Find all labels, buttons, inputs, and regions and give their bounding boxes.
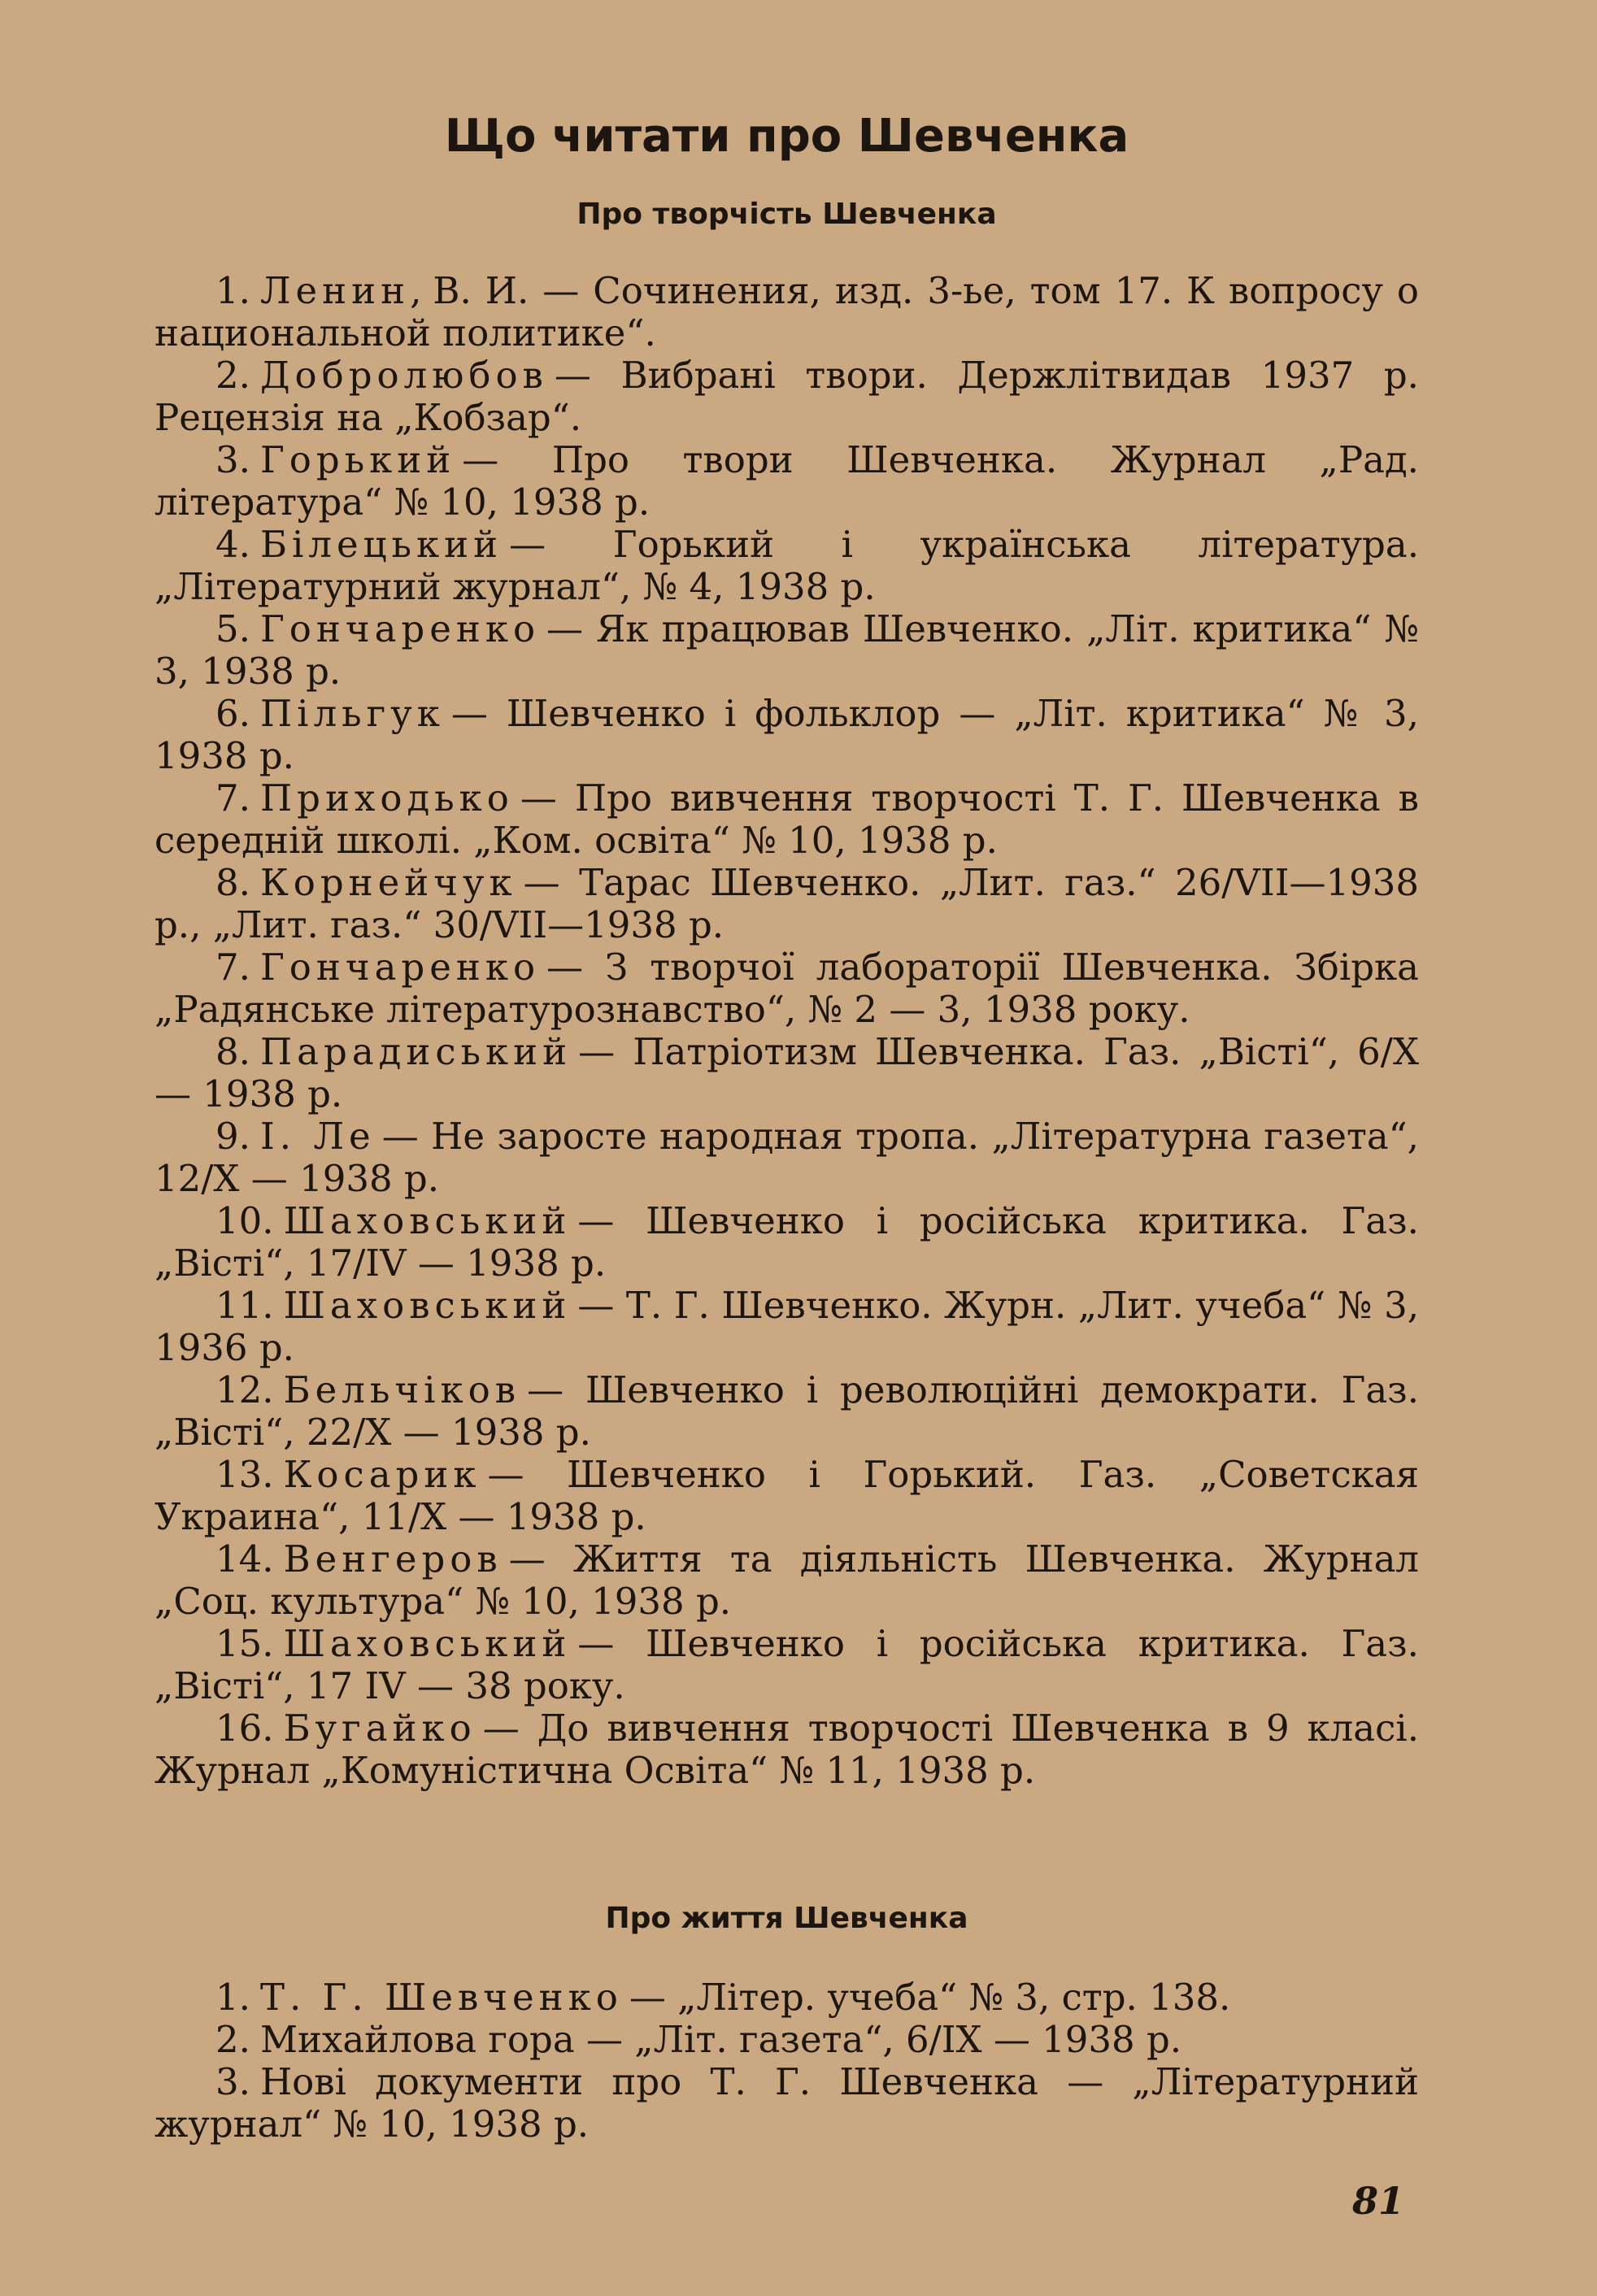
item-author: Гончаренко — [259, 946, 541, 989]
list-item — [154, 1200, 1419, 1285]
item-text: — Патріотизм Шевченка. Газ. „Вісті“, 6/X — 1938 р. — [154, 1030, 1419, 1115]
item-text: — Про вивчення творчості Т. Г. Шевченка в середній школі. „Ком. освіта“ № 10, 1938 р. — [154, 776, 1419, 862]
item-text: — Як працював Шевченко. „Літ. критика“ № 3, 1938 р. — [154, 607, 1419, 693]
section-heading-creative: Про творчість Шевченка — [577, 198, 997, 231]
list-item — [154, 1115, 1419, 1200]
item-number: 1. — [215, 1976, 250, 2019]
item-text: — Життя та діяльність Шевченка. Журнал „Соц. культура“ № 10, 1938 р. — [154, 1537, 1419, 1623]
item-number: 7. — [215, 946, 250, 989]
list-item — [154, 1538, 1419, 1623]
item-number: 9. — [215, 1115, 250, 1158]
item-author: Білецький — [259, 523, 503, 566]
creative-works-list — [154, 270, 1419, 1792]
item-author: Приходько — [259, 776, 514, 820]
page-number: 81 — [1351, 2179, 1404, 2223]
list-item — [154, 1707, 1419, 1792]
item-number: 4. — [215, 523, 250, 566]
list-item — [154, 946, 1419, 1031]
item-text: — Горький і українська література. „Літературний журнал“, № 4, 1938 р. — [154, 523, 1419, 608]
item-author: Шаховський — [283, 1199, 572, 1242]
list-item — [154, 608, 1419, 693]
list-item — [154, 354, 1419, 439]
item-number: 5. — [215, 607, 250, 650]
item-number: 8. — [215, 1030, 250, 1073]
item-number: 2. — [215, 2018, 250, 2061]
item-text: — Т. Г. Шевченко. Журн. „Лит. учеба“ № 3, 1936 р. — [154, 1284, 1419, 1369]
list-item — [154, 270, 1419, 354]
item-number: 3. — [215, 438, 250, 481]
item-number: 14. — [215, 1537, 274, 1581]
item-text: Михайлова гора — „Літ. газета“, 6/IX — 1938 р. — [259, 2018, 1182, 2061]
item-number: 6. — [215, 692, 250, 735]
item-author: Косарик — [283, 1453, 481, 1496]
item-author: Ленин, — [259, 269, 427, 312]
item-text: — Шевченко і Горький. Газ. „Советская Украина“, 11/X — 1938 р. — [154, 1453, 1419, 1538]
list-item — [154, 1285, 1419, 1369]
item-text: Нові документи про Т. Г. Шевченка — „Літературний журнал“ № 10, 1938 р. — [154, 2060, 1419, 2146]
list-item — [154, 2019, 1419, 2061]
list-item — [154, 439, 1419, 524]
item-text: — Про твори Шевченка. Журнал „Рад. література“ № 10, 1938 р. — [154, 438, 1419, 524]
item-text: — Шевченко і російська критика. Газ. „Вісті“, 17 IV — 38 року. — [154, 1622, 1419, 1707]
item-number: 7. — [215, 776, 250, 820]
item-author: Горький — [259, 438, 456, 481]
item-text: — Шевченко і російська критика. Газ. „Вісті“, 17/IV — 1938 р. — [154, 1199, 1419, 1285]
item-text: — „Літер. учеба“ № 3, стр. 138. — [629, 1976, 1231, 2019]
item-author: Гончаренко — [259, 607, 541, 650]
item-author: Бугайко — [283, 1707, 476, 1750]
item-number: 12. — [215, 1368, 274, 1411]
item-number: 11. — [215, 1284, 274, 1327]
item-author: Пільгук — [259, 692, 445, 735]
item-text: В. И. — Сочинения, изд. 3-ье, том 17. К вопросу о национальной политике“. — [154, 269, 1419, 354]
item-author: Венгеров — [283, 1537, 503, 1581]
list-item — [154, 862, 1419, 946]
item-author: Шаховський — [283, 1284, 572, 1327]
item-text: — Не заросте народная тропа. „Літературна газета“, 12/X — 1938 р. — [154, 1115, 1419, 1200]
item-number: 10. — [215, 1199, 274, 1242]
item-author: Бельчіков — [283, 1368, 521, 1411]
item-number: 15. — [215, 1622, 274, 1665]
book-page — [154, 98, 1419, 2244]
item-text: — Вибрані твори. Держлітвидав 1937 р. Рецензія на „Кобзар“. — [154, 354, 1419, 439]
life-list — [154, 1976, 1419, 2146]
item-text: — Шевченко і революційні демократи. Газ. „Вісті“, 22/X — 1938 р. — [154, 1368, 1419, 1454]
item-text: — До вивчення творчості Шевченка в 9 класі. Журнал „Комуністична Освіта“ № 11, 1938 р. — [154, 1707, 1419, 1792]
list-item — [154, 1976, 1419, 2019]
page-title: Що читати про Шевченка — [444, 110, 1129, 163]
item-author: Т. Г. Шевченко — [259, 1976, 623, 2019]
item-author: Корнейчук — [259, 861, 517, 904]
item-number: 8. — [215, 861, 250, 904]
item-number: 2. — [215, 354, 250, 397]
list-item — [154, 693, 1419, 777]
item-text: — Тарас Шевченко. „Лит. газ.“ 26/VII—1938 р., „Лит. газ.“ 30/VII—1938 р. — [154, 861, 1419, 946]
item-author: Парадиський — [259, 1030, 572, 1073]
item-number: 13. — [215, 1453, 274, 1496]
item-number: 3. — [215, 2060, 250, 2103]
list-item — [154, 524, 1419, 608]
list-item — [154, 1454, 1419, 1538]
list-item — [154, 777, 1419, 862]
item-text: — З творчої лабораторії Шевченка. Збірка „Радянське літературознавство“, № 2 — 3, 1938 року. — [154, 946, 1419, 1031]
item-author: Шаховський — [283, 1622, 572, 1665]
item-author: І. Ле — [259, 1115, 376, 1158]
section-heading-life: Про життя Шевченка — [605, 1902, 968, 1935]
list-item — [154, 2061, 1419, 2146]
item-text: — Шевченко і фольклор — „Літ. критика“ № 3, 1938 р. — [154, 692, 1419, 777]
item-number: 16. — [215, 1707, 274, 1750]
item-number: 1. — [215, 269, 250, 312]
list-item — [154, 1031, 1419, 1115]
list-item — [154, 1369, 1419, 1454]
item-author: Добролюбов — [259, 354, 548, 397]
list-item — [154, 1623, 1419, 1707]
